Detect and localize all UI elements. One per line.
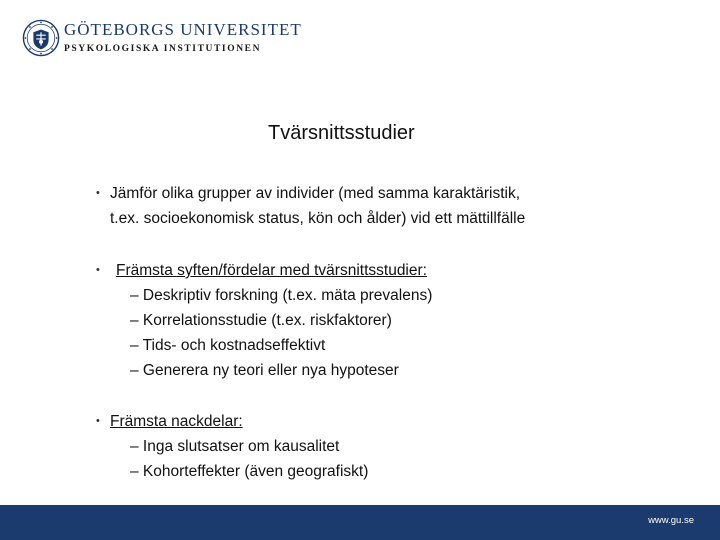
bullet-item [96,409,696,484]
footer-bar [0,505,720,540]
bullet-item [96,181,696,231]
header [22,18,302,58]
sub-item: – Generera ny teori eller nya hypoteser [130,362,399,379]
bullet-heading: Främsta syften/fördelar med tvärsnittsstudier: [116,262,427,279]
bullet-dot: • [96,264,100,276]
bullet-line: t.ex. socioekonomisk status, kön och ålder) vid ett mättillfälle [110,210,526,227]
bullet-line: Jämför olika grupper av individer (med samma karaktäristik, [110,185,521,202]
sub-item: – Kohorteffekter (även geografiskt) [130,463,369,480]
sub-item: – Inga slutsatser om kausalitet [130,438,340,455]
department-name: PSYKOLOGISKA INSTITUTIONEN [64,44,262,54]
sub-item: – Deskriptiv forskning (t.ex. mäta prevalens) [130,287,433,304]
bullet-item [96,258,696,383]
bullet-dot: • [96,415,100,427]
sub-item: – Tids- och kostnadseffektivt [130,337,326,354]
slide-content [96,181,696,484]
bullet-heading: Främsta nackdelar: [110,413,243,430]
sub-item: – Korrelationsstudie (t.ex. riskfaktorer) [130,312,392,329]
university-name: GÖTEBORGS UNIVERSITET [64,20,302,39]
university-seal-icon [22,19,60,57]
slide-title: Tvärsnittsstudier [268,122,415,144]
footer-url[interactable]: www.gu.se [648,515,694,526]
bullet-dot: • [96,187,100,199]
